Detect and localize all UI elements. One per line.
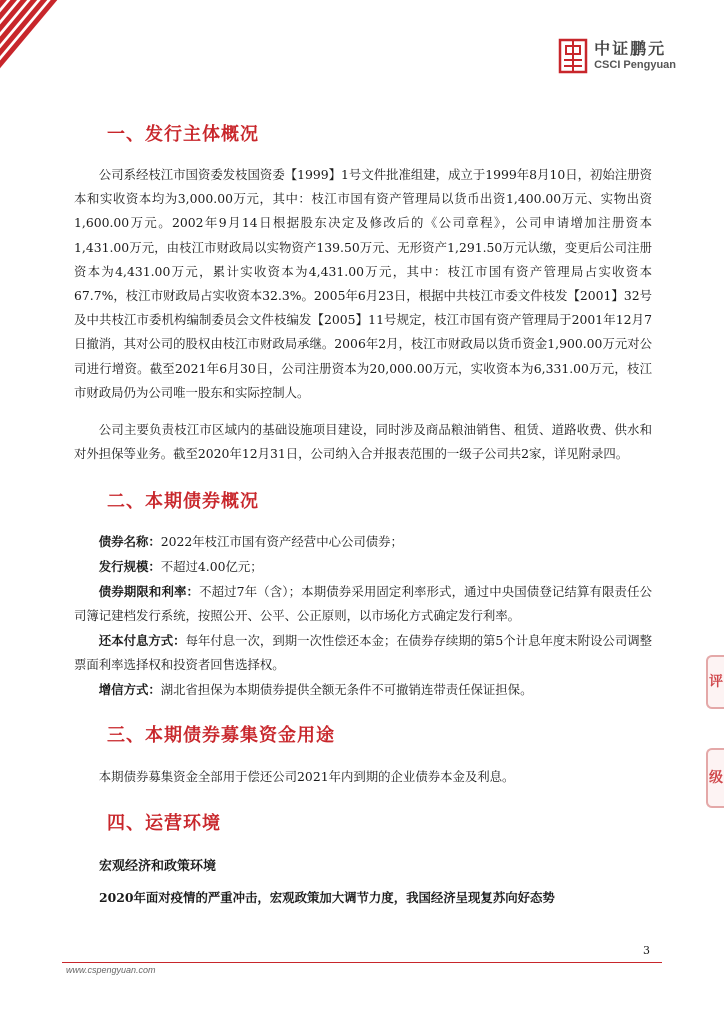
page-number: 3: [643, 944, 650, 957]
section-3-paragraph-1: 本期债券募集资金全部用于偿还公司2021年内到期的企业债券本金及利息。: [98, 769, 515, 784]
company-logo: [558, 38, 676, 74]
section-1-title: 一、发行主体概况: [107, 124, 259, 145]
bond-name-item: 债券名称：2022年枝江市国有资产经营中心公司债券；: [98, 534, 403, 549]
side-stamp-top: 评: [706, 655, 724, 709]
footer-website: www.cspengyuan.com: [66, 965, 156, 975]
section-1-paragraph-1: 公司系经枝江市国资委发枝国资委【1999】1号文件批准组建，成立于1999年8月10日，初始注册资本和实收资本均为3,000.00万元，其中：枝江市国有资产管理局以货币出资1,400.00万元、实物出资1,600.00万元。2002年9月14日根据股东决定及修改后的《公司章程》，公司申请增加注册资本1,431.00万元，由枝江市财政局以实物资产139.50万元、无形资产1,291.50万元认缴，变更后公司注册资本为4,431.00万元，累计实收资本为4,431.00万元，其中：枝江市国有资产管理局占实收资本67.7%，枝江市财政局占实收资本32.3%。2005年6月23日，根据中共枝江市委文件枝发【2001】32号及中共枝江市委机构编制委员会文件枝编发【2005】11号规定，枝江市国有资产管理局于2001年12月7日撤消，其对公司的股权由枝江市财政局承继。2006年2月，枝江市财政局以货币资金1,900.00万元对公司进行增资。截至2021年6月30日，公司注册资本为20,000.00万元，实收资本为6,331.00万元，枝江市财政局仍为公司唯一股东和实际控制人。: [74, 167, 652, 400]
side-stamp-bottom: 级: [706, 748, 724, 808]
credit-enhancement-item: 增信方式：湖北省担保为本期债券提供全额无条件不可撤销连带责任保证担保。: [98, 682, 533, 697]
repayment-item: 还本付息方式：每年付息一次，到期一次性偿还本金；在债券存续期的第5个计息年度末附设公司调整票面利率选择权和投资者回售选择权。: [74, 633, 653, 673]
logo-mark-icon: [558, 38, 588, 74]
section-3-title: 三、本期债券募集资金用途: [107, 725, 335, 746]
section-4-subtitle: 宏观经济和政策环境: [99, 859, 217, 874]
section-4-subsubtitle: 2020年面对疫情的严重冲击，宏观政策加大调节力度，我国经济呈现复苏向好态势: [99, 890, 555, 905]
logo-name-cn: 中证鹏元: [594, 39, 667, 58]
logo-name-en: CSCI Pengyuan: [594, 59, 676, 71]
section-2-title: 二、本期债券概况: [107, 491, 259, 512]
section-1-paragraph-2: 公司主要负责枝江市区域内的基础设施项目建设，同时涉及商品粮油销售、租赁、道路收费、供水和对外担保等业务。截至2020年12月31日，公司纳入合并报表范围的一级子公司共2家，详见附录四。: [74, 422, 652, 462]
footer-divider: [62, 962, 662, 963]
issue-size-item: 发行规模：不超过4.00亿元；: [98, 559, 263, 574]
corner-decoration: [0, 0, 70, 95]
section-4-title: 四、运营环境: [107, 813, 221, 834]
term-rate-item: 债券期限和利率：不超过7年（含）；本期债券采用固定利率形式，通过中央国债登记结算有限责任公司簿记建档发行系统，按照公开、公平、公正原则，以市场化方式确定发行利率。: [74, 584, 653, 624]
